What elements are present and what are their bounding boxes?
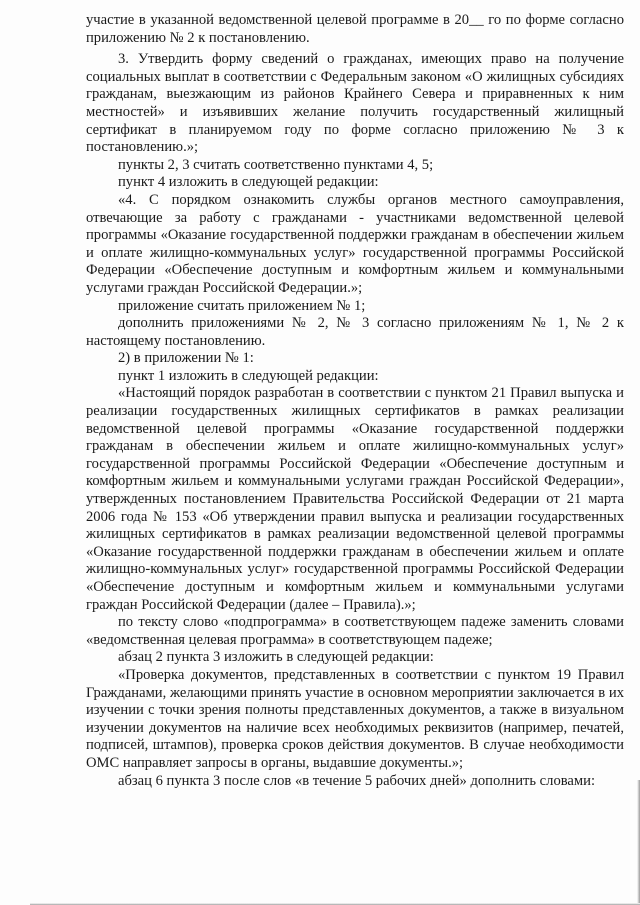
paragraph: пункты 2, 3 считать соответственно пунктами 4, 5; (118, 156, 434, 173)
paragraph: дополнить приложениями № 2, № 3 согласно приложениям № 1, № 2 к настоящему постановлению. (86, 315, 624, 349)
paragraph: пункт 1 изложить в следующей редакции: (118, 367, 379, 384)
paragraph: абзац 2 пункта 3 изложить в следующей редакции: (118, 649, 434, 666)
paragraph: абзац 6 пункта 3 после слов «в течение 5 рабочих дней» дополнить словами: (118, 772, 596, 789)
paragraph: «Проверка документов, представленных в соответствии с пунктом 19 Правил Гражданами, желающими принять участие в основном мероприятии заключается в их изучении с точки зрения полноты представленных документов, а также в визуальном изучении документов на наличие всех необходимых реквизитов (например, печатей, подписей, штампов), проверка сроков действия документов. В случае необходимости ОМС направляет запросы в органы, выдавшие документы.»; (86, 666, 624, 771)
paragraph: пункт 4 изложить в следующей редакции: (118, 174, 379, 191)
paragraph: «4. С порядком ознакомить службы органов местного самоуправления, отвечающие за работу с гражданами - участниками ведомственной целевой программы «Оказание государственной поддержки гражданам в обеспечении жильем и оплате жилищно-коммунальных услуг» государственной программы Российской Федерации «Обеспечение доступным и комфортным жильем и коммунальными услугами граждан Российской Федерации.»; (86, 191, 624, 296)
paragraph: «Настоящий порядок разработан в соответствии с пунктом 21 Правил выпуска и реализации государственных жилищных сертификатов в рамках реализации ведомственной целевой программы «Оказание государственной поддержки гражданам в обеспечении жильем и оплате жилищно-коммунальных услуг» государственной программы Российской Федерации «Обеспечение доступным и комфортным жильем и коммунальными услугами граждан Российской Федерации», утвержденных постановлением Правительства Российской Федерации от 21 марта 2006 года № 153 «Об утверждении правил выпуска и реализации государственных жилищных сертификатов в рамках реализации ведомственной целевой программы «Оказание государственной поддержки гражданам в обеспечении жильем и оплате жилищно-коммунальных услуг» государственной программы Российской Федерации «Обеспечение доступным и комфортным жильем и коммунальными услугами граждан Российской Федерации (далее – Правила).»; (86, 385, 624, 613)
paragraph: по тексту слово «подпрограмма» в соответствующем падеже заменить словами «ведомственная целевая программа» в соответствующем падеже; (86, 614, 624, 648)
paragraph: участие в указанной ведомственной целевой программе в 20__ го по форме согласно приложению № 2 к постановлению. (86, 12, 624, 46)
paragraph: приложение считать приложением № 1; (118, 297, 366, 314)
paragraph: 3. Утвердить форму сведений о гражданах, имеющих право на получение социальных выплат в соответствии с Федеральным законом «О жилищных субсидиях гражданам, выезжающим из районов Крайнего Севера и приравненных к ним местностей» и изъявивших желание получить государственный жилищный сертификат в планируемом году по форме согласно приложению № 3 к постановлению.»; (86, 51, 624, 156)
document-body (86, 12, 624, 790)
paragraph: 2) в приложении № 1: (118, 350, 254, 367)
